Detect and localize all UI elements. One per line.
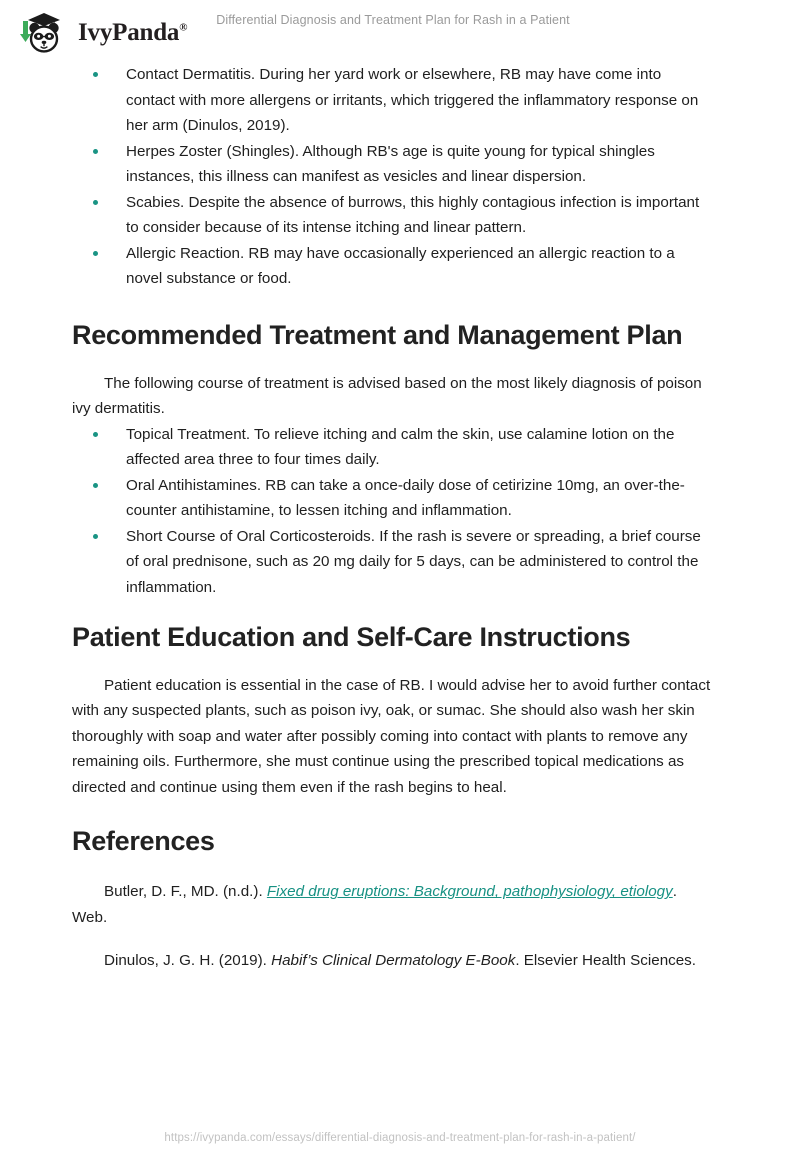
reference-suffix: . Web. [72,883,677,926]
footer-url[interactable]: https://ivypanda.com/essays/differential-diagnosis-and-treatment-plan-for-rash-in-a-patient/ [164,1132,636,1144]
reference-author-year: Butler, D. F., MD. (n.d.). [104,883,267,901]
treatment-intro-paragraph: The following course of treatment is advised based on the most likely diagnosis of poison ivy dermatitis. [72,374,702,418]
reference-title: Habif’s Clinical Dermatology E-Book [271,952,516,970]
page-footer [0,1128,800,1146]
brand-name-text: IvyPanda [78,18,180,46]
list-item: Contact Dermatitis. During her yard work or elsewhere, RB may have come into contact with more allergens or irritants, which triggered the inflammatory response on her arm (Dinulos, 2019). [72,62,712,139]
patient-education-paragraph: Patient education is essential in the case of RB. I would advise her to avoid further contact with any suspected plants, such as poison ivy, oak, or sumac. She should also wash her skin thoroughly with soap and water after possibly coming into contact with plants to remove any remaining oils. Furthermore, she must continue using the prescribed topical medications as directed and continue using them even if the rash begins to heal. [72,676,711,796]
section-heading-references: References [72,826,215,857]
list-item: Topical Treatment. To relieve itching and calm the skin, use calamine lotion on the affected area three to four times daily. [72,422,712,473]
reference-author-year: Dinulos, J. G. H. (2019). [104,952,272,970]
section-heading-patient-education: Patient Education and Self-Care Instructions [72,622,631,653]
reference-entry [72,860,712,930]
list-item: Short Course of Oral Corticosteroids. If the rash is severe or spreading, a brief course of oral prednisone, such as 20 mg daily for 5 days, can be administered to control the inflammation. [72,524,712,601]
list-item: Herpes Zoster (Shingles). Although RB's age is quite young for typical shingles instances, this illness can manifest as vesicles and linear dispersion. [72,139,712,190]
registered-mark: ® [179,21,188,34]
page-header [0,0,800,62]
reference-entry [72,930,712,974]
list-item: Scabies. Despite the absence of burrows, this highly contagious infection is important to consider because of its intense itching and linear pattern. [72,190,712,241]
list-item: Oral Antihistamines. RB can take a once-daily dose of cetirizine 10mg, an over-the-counter antihistamine, to lessen itching and inflammation. [72,473,712,524]
section-heading-treatment: Recommended Treatment and Management Plan [72,319,683,350]
document-content [0,62,800,974]
differential-diagnosis-list [72,62,712,292]
list-item: Allergic Reaction. RB may have occasionally experienced an allergic reaction to a novel substance or food. [72,241,712,292]
document-header-title: Differential Diagnosis and Treatment Plan for Rash in a Patient [216,13,570,27]
reference-link[interactable]: Fixed drug eruptions: Background, pathophysiology, etiology [266,883,673,901]
reference-suffix: . Elsevier Health Sciences. [515,952,697,970]
treatment-list [72,422,712,601]
